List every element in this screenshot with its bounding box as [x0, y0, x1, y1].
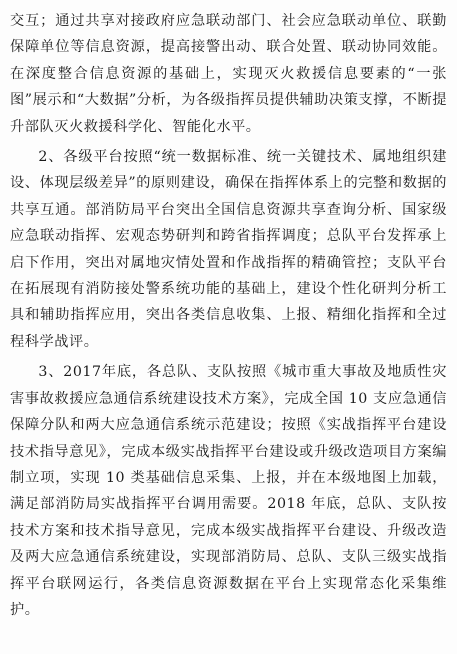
paragraph-item-3: 3、2017年底，各总队、支队按照《城市重大事故及地质性灾害事故救援应急通信系统建设技术方案》，完成全国 10 支应急通信保障分队和两大应急通信系统示范建设；按照《实战指挥平台建设技术指导意见》，完成本级实战指挥平台建设或升级改造项目方案编制立项，实现 10 类基础信息采集、上报，并在本级地图上加载，满足部消防局实战指挥平台调用需要。2018 年底，总队、支队按技术方案和技术指导意见，完成本级实战指挥平台建设、升级改造及两大应急通信系统建设，实现部消防局、总队、支队三级实战指挥平台联网运行，各类信息资源数据在平台上实现常态化采集维护。 — [10, 364, 447, 618]
paragraph-continuation: 交互；通过共享对接政府应急联动部门、社会应急联动单位、联勤保障单位等信息资源，提高接警出动、联合处置、联动协同效能。在深度整合信息资源的基础上，实现灭火救援信息要素的“一张图”展示和“大数据”分析，为各级指挥员提供辅助决策支撑，不断提升部队灭火救援科学化、智能化水平。 — [10, 13, 447, 135]
paragraph-item-2: 2、各级平台按照“统一数据标准、统一关键技术、属地组织建设、体现层级差异”的原则建设，确保在指挥体系上的完整和数据的共享互通。部消防局平台突出全国信息资源共享查询分析、国家级应急联动指挥、宏观态势研判和跨省指挥调度；总队平台发挥承上启下作用，突出对属地灾情处置和作战指挥的精确管控；支队平台在拓展现有消防接处警系统功能的基础上，建设个性化研判分析工具和辅助指挥应用，突出各类信息收集、上报、精细化指挥和全过程科学战评。 — [10, 149, 447, 350]
